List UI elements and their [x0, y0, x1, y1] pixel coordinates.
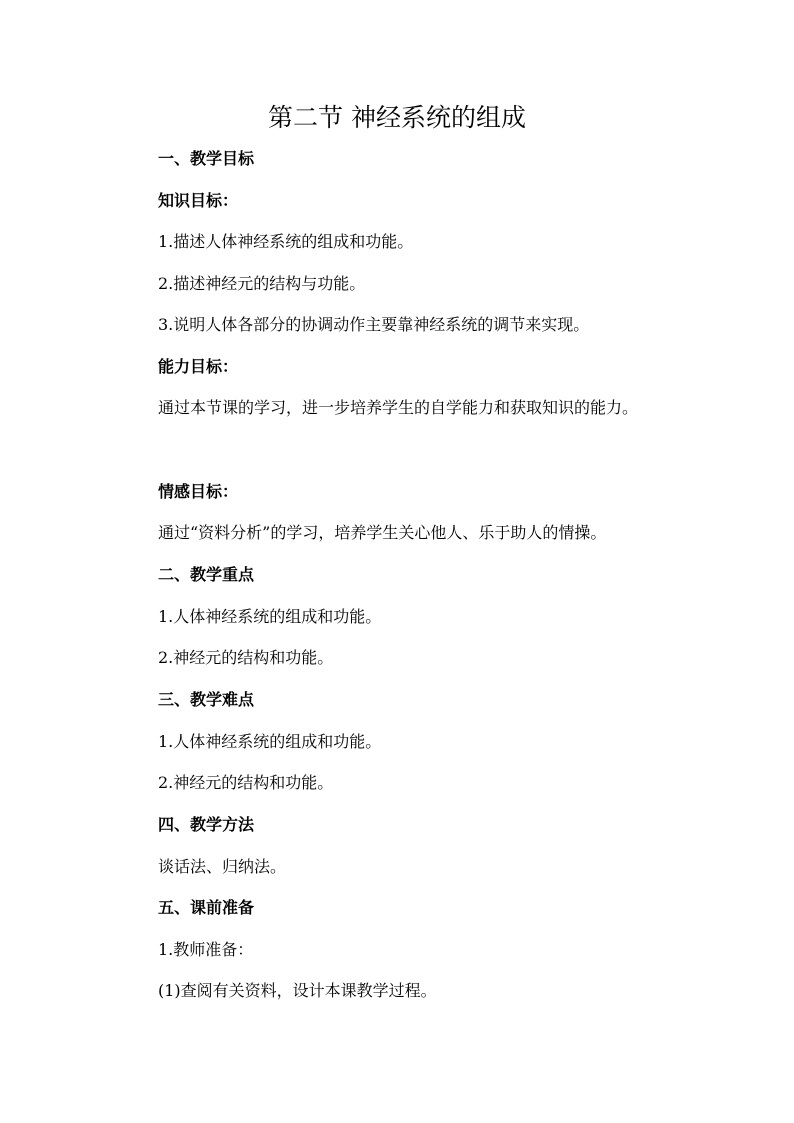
heading-knowledge: 知识目标： [158, 191, 239, 210]
heading-emotion: 情感目标： [158, 482, 239, 501]
difficulty-item-2: 2.神经元的结构和功能。 [158, 773, 334, 792]
key-item-2: 2.神经元的结构和功能。 [158, 648, 334, 667]
emotion-paragraph: 通过“资料分析”的学习，培养学生关心他人、乐于助人的情操。 [158, 523, 607, 542]
difficulty-item-1: 1.人体神经系统的组成和功能。 [158, 732, 382, 751]
knowledge-item-3: 3.说明人体各部分的协调动作主要靠神经系统的调节来实现。 [158, 315, 590, 334]
knowledge-item-1: 1.描述人体神经系统的组成和功能。 [158, 232, 414, 251]
prep-item-2: (1)查阅有关资料，设计本课教学过程。 [158, 981, 437, 1000]
heading-objectives: 一、教学目标 [158, 149, 255, 168]
heading-methods: 四、教学方法 [158, 815, 255, 834]
heading-difficulties: 三、教学难点 [158, 690, 255, 709]
heading-ability: 能力目标： [158, 357, 239, 376]
heading-key-points: 二、教学重点 [158, 565, 255, 584]
key-item-1: 1.人体神经系统的组成和功能。 [158, 607, 382, 626]
ability-paragraph: 通过本节课的学习，进一步培养学生的自学能力和获取知识的能力。 [158, 398, 639, 417]
method-text: 谈话法、归纳法。 [158, 857, 287, 876]
page-title: 第二节 神经系统的组成 [268, 103, 526, 132]
knowledge-item-2: 2.描述神经元的结构与功能。 [158, 274, 366, 293]
prep-item-1: 1.教师准备： [158, 940, 254, 959]
heading-preparation: 五、课前准备 [158, 898, 255, 917]
